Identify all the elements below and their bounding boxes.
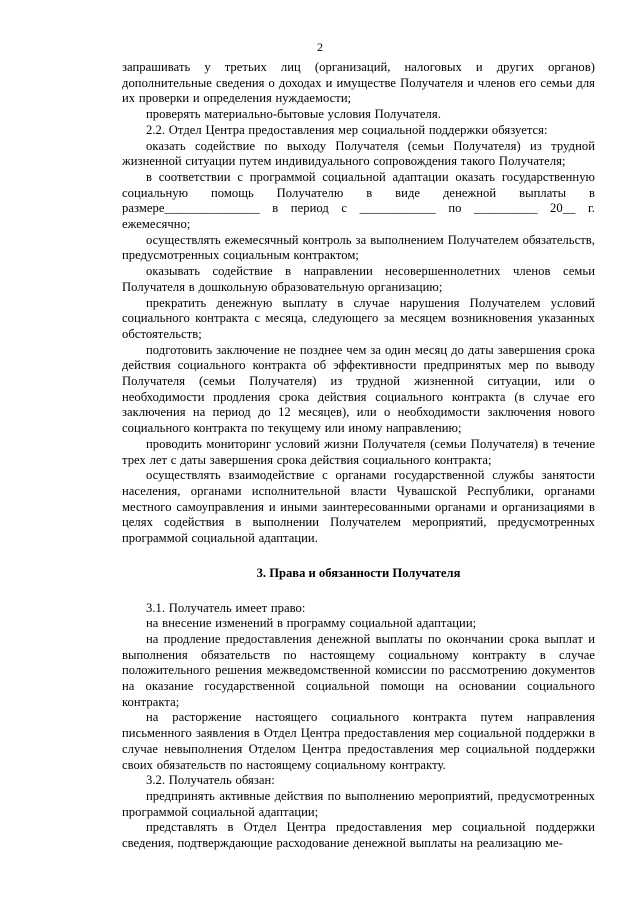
paragraph-right-terminate: на расторжение настоящего социального контракта путем направления письменного заявления в Отдел Центра предоставления мер социальной поддержки в случае невыполнения Отделом Центра предоставления мер социальной поддержки своих обязательств по настоящему социальному контракту. <box>122 710 595 772</box>
document-body <box>122 60 595 852</box>
paragraph-interaction: осуществлять взаимодействие с органами государственной службы занятости населения, органами исполнительной власти Чувашской Республики, органами местного самоуправления и иными заинтересованными органами и организациями в целях содействия в выполнении Получателем мероприятий, предусмотренных программой социальной адаптации. <box>122 468 595 546</box>
paragraph-obligation-act: предпринять активные действия по выполнению мероприятий, предусмотренных программой социальной адаптации; <box>122 788 595 819</box>
paragraph-monitoring: проводить мониторинг условий жизни Получателя (семьи Получателя) в течение трех лет с даты завершения срока действия социального контракта; <box>122 436 595 467</box>
paragraph-preschool-assist: оказывать содействие в направлении несовершеннолетних членов семьи Получателя в дошкольную образовательную организацию; <box>122 264 595 294</box>
paragraph-check-living-conditions: проверять материально-бытовые условия Получателя. <box>146 107 441 122</box>
paragraph-department-obligations: 2.2. Отдел Центра предоставления мер социальной поддержки обязуется: <box>146 122 548 137</box>
paragraph-cash-payment: в соответствии с программой социальной адаптации оказать государственную социальную помощь Получателю в виде денежной выплаты в размере_______________ в период с ____________ по __________ 20__ г. ежемесячно; <box>122 169 595 232</box>
paragraph-stop-payment: прекратить денежную выплату в случае нарушения Получателем условий социального контракта с месяца, следующего за месяцем возникновения указанных обстоятельств; <box>122 295 595 341</box>
paragraph-monthly-control: осуществлять ежемесячный контроль за выполнением Получателем обязательств, предусмотренных социальным контрактом; <box>122 232 595 263</box>
paragraph-obligation-report: представлять в Отдел Центра предоставления мер социальной поддержки сведения, подтверждающие расходование денежной выплаты на реализацию ме- <box>122 820 595 851</box>
paragraph-assist-exit: оказать содействие по выходу Получателя (семьи Получателя) из трудной жизненной ситуации путем индивидуального сопровождения такого Получателя; <box>122 138 595 169</box>
paragraph-right-amend: на внесение изменений в программу социальной адаптации; <box>146 616 477 631</box>
paragraph-recipient-rights: 3.1. Получатель имеет право: <box>146 600 306 615</box>
page-number: 2 <box>317 40 323 54</box>
paragraph-prepare-conclusion: подготовить заключение не позднее чем за один месяц до даты завершения срока действия социального контракта об эффективности предпринятых мер по выводу Получателя (семьи Получателя) из трудной жизненной ситуации, или о необходимости продления срока действия социального контракта (в случае его заключения на период до 12 месяцев), или о необходимости заключения нового социального контракта по текущему или иному направлению; <box>122 342 595 436</box>
section-heading: 3. Права и обязанности Получателя <box>256 565 461 580</box>
paragraph-right-extend: на продление предоставления денежной выплаты по окончании срока выплат и выполнения обязательств по настоящему социальному контракту в случае положительного решения межведомственной комиссии по рассмотрению документов на оказание государственной социальной помощи на основании социального контракта; <box>122 631 595 709</box>
paragraph-request-info: запрашивать у третьих лиц (организаций, налоговых и других органов) дополнительные сведения о доходах и имуществе Получателя и членов его семьи для их проверки и определения нуждаемости; <box>122 60 595 106</box>
paragraph-recipient-obligations: 3.2. Получатель обязан: <box>146 773 275 788</box>
